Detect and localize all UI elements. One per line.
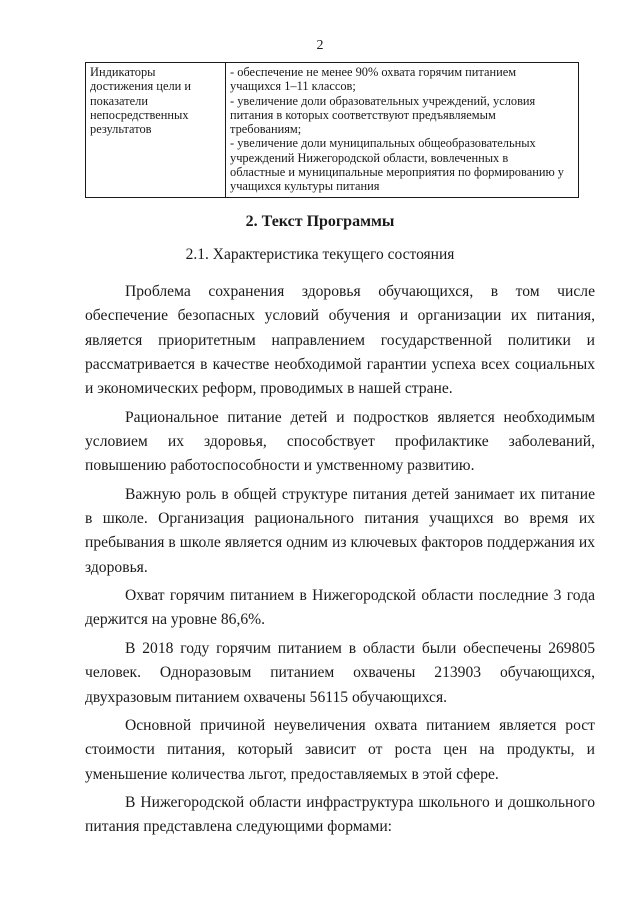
value-line: - увеличение доли муниципальных общеобразовательных (230, 136, 536, 151)
value-line: учреждений Нижегородской области, вовлеченных в (230, 150, 509, 165)
value-line: областные и муниципальные мероприятия по формированию у (230, 165, 565, 180)
indicators-table (85, 62, 579, 198)
section-title: 2. Текст Программы (245, 213, 395, 230)
value-line: учащихся культуры питания (230, 179, 380, 194)
table-row (86, 63, 579, 198)
paragraph: Основной причиной неувеличения охвата питанием является рост стоимости питания, который зависит от роста цен на продукты, и уменьшение количества льгот, предоставляемых в этой сфере. (85, 716, 595, 783)
label-line: результатов (90, 122, 152, 137)
label-line: показатели (90, 93, 148, 108)
body-text (85, 280, 595, 844)
label-line: достижения цели и (90, 79, 191, 94)
value-line: учащихся 1–11 классов; (230, 79, 356, 94)
paragraph: Охват горячим питанием в Нижегородской области последние 3 года держится на уровне 86,6%. (85, 587, 595, 629)
value-line: питания в которых соответствуют предъявляемым (230, 107, 496, 122)
value-line: требованиям; (230, 122, 302, 137)
page-number: 2 (316, 38, 324, 53)
value-line: - увеличение доли образовательных учреждений, условия (230, 93, 536, 108)
indicators-value-cell (226, 63, 579, 198)
label-line: непосредственных (90, 107, 189, 122)
paragraph: В 2018 году горячим питанием в области были обеспечены 269805 человек. Одноразовым питанием охвачены 213903 обучающихся, двухразовым питанием охвачены 56115 обучающихся. (85, 639, 595, 706)
label-line: Индикаторы (90, 65, 156, 79)
indicators-label-cell (86, 63, 226, 198)
paragraph: Проблема сохранения здоровья обучающихся, в том числе обеспечение безопасных условий обучения и организации их питания, является приоритетным направлением государственной политики и рассматривается в качестве необходимой гарантии успеха всех социальных и экономических реформ, проводимых в нашей стране. (85, 283, 595, 398)
paragraph: Важную роль в общей структуре питания детей занимает их питание в школе. Организация рационального питания учащихся во время их пребывания в школе является одним из ключевых факторов поддержания их здоровья. (85, 485, 595, 576)
paragraph: В Нижегородской области инфраструктура школьного и дошкольного питания представлена следующими формами: (85, 794, 595, 836)
paragraph: Рациональное питание детей и подростков является необходимым условием их здоровья, способствует профилактике заболеваний, повышению работоспособности и умственному развитию. (85, 408, 595, 475)
value-line: - обеспечение не менее 90% охвата горячим питанием (230, 65, 517, 79)
subsection-title: 2.1. Характеристика текущего состояния (185, 246, 455, 263)
